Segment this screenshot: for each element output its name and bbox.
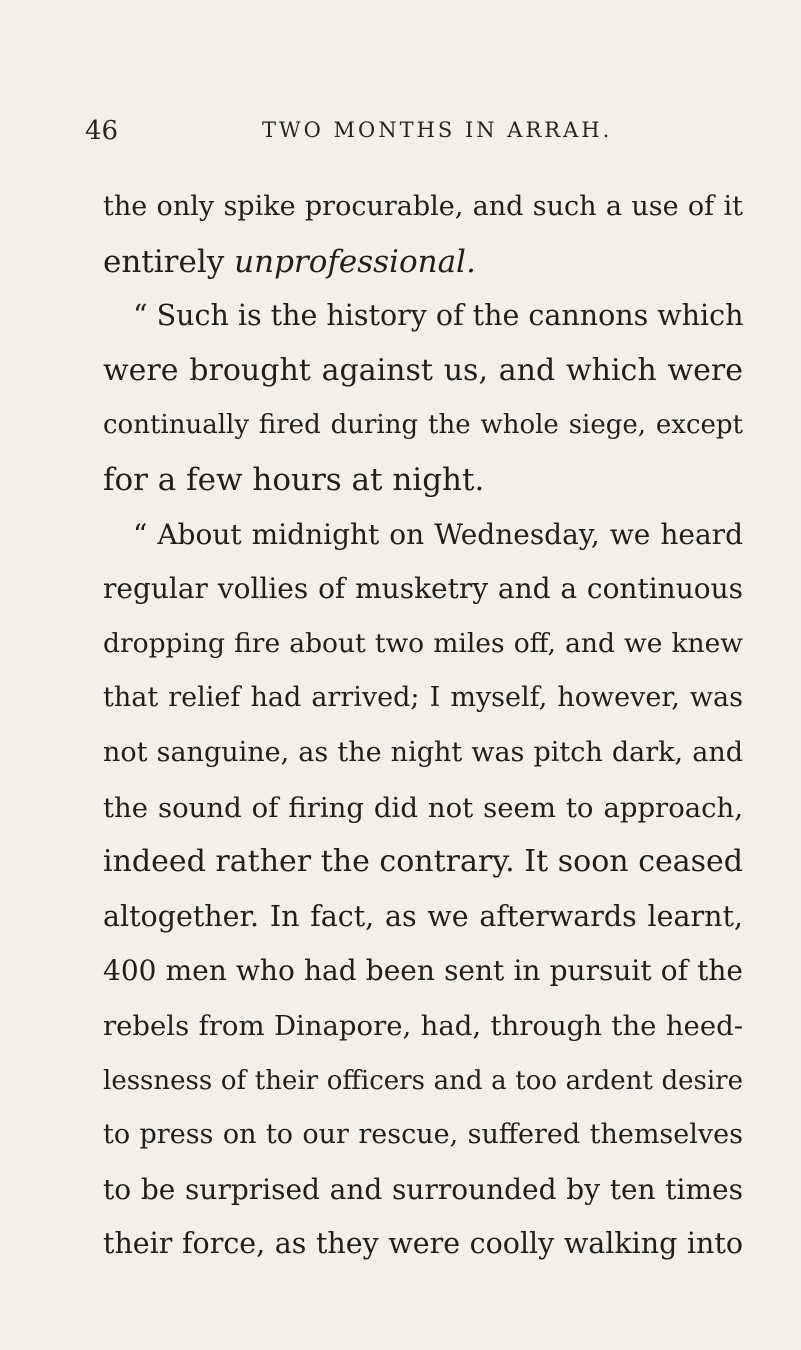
text-line: continually fired during the whole siege, except [103, 410, 743, 441]
text-line: for a few hours at night. [103, 461, 485, 498]
italic-text: unprofessional. [234, 243, 476, 280]
text-line: rebels from Dinapore, had, through the heed- [103, 1009, 743, 1042]
text-line: to press on to our rescue, suffered themselves [103, 1119, 743, 1151]
text-line: altogether. In fact, as we afterwards learnt, [103, 899, 743, 933]
text-line: “ About midnight on Wednesday, we heard [133, 517, 743, 551]
text-line: the only spike procurable, and such a use of it [103, 191, 743, 222]
text-line: entirely unprofessional. [103, 243, 476, 280]
text-line: lessness of their officers and a too ardent desire [103, 1065, 743, 1096]
text-line: regular vollies of musketry and a continuous [103, 572, 743, 606]
text-line: were brought against us, and which were [103, 352, 743, 388]
text-line: “ Such is the history of the cannons which [133, 299, 744, 333]
text-line: their force, as they were coolly walking into [103, 1227, 743, 1261]
page-number: 46 [85, 116, 119, 146]
text-line: not sanguine, as the night was pitch dark, and [103, 736, 743, 768]
text-line: the sound of firing did not seem to approach, [103, 791, 743, 824]
text-line: dropping fire about two miles off, and we knew [103, 627, 743, 659]
text-line: 400 men who had been sent in pursuit of the [103, 954, 743, 988]
text-line: that relief had arrived; I myself, however, was [103, 682, 743, 714]
page-header [0, 116, 801, 146]
text-line: indeed rather the contrary. It soon ceased [103, 844, 743, 880]
body-text [103, 180, 743, 1272]
running-head: TWO MONTHS IN ARRAH. [262, 118, 613, 142]
text-line: to be surprised and surrounded by ten times [103, 1172, 743, 1206]
